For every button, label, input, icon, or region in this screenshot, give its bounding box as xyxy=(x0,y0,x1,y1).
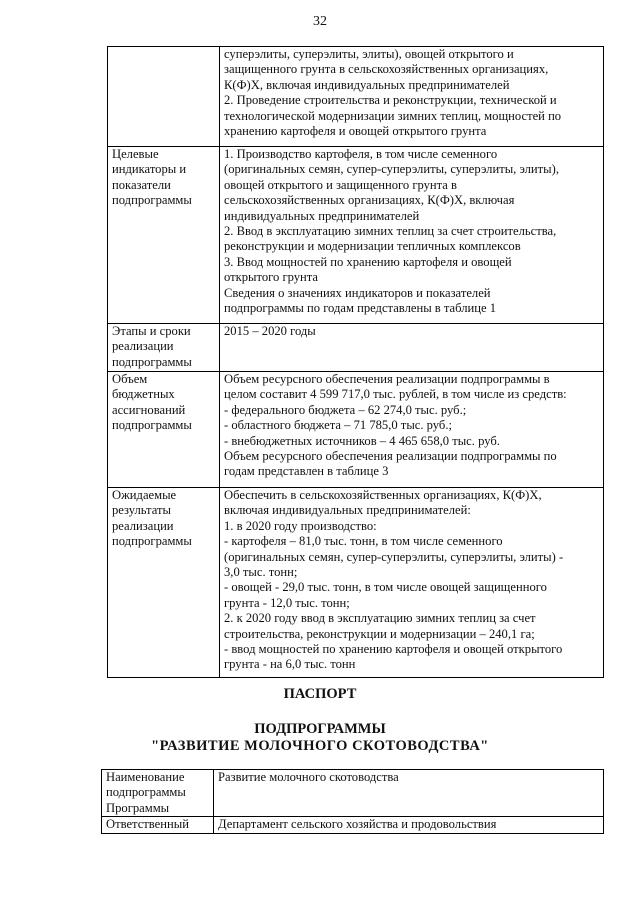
label-line: Программы xyxy=(106,800,170,815)
label-line: подпрограммы xyxy=(106,785,186,800)
content-line: - ввод мощностей по хранению картофеля и овощей открытого xyxy=(224,642,563,657)
label-line: реализации xyxy=(112,339,174,354)
row-content-cell xyxy=(220,488,604,678)
table-row xyxy=(108,47,604,147)
content-line: строительства, реконструкции и модернизации – 240,1 га; xyxy=(224,626,535,641)
content-line: Развитие молочного скотоводства xyxy=(218,770,399,784)
row-content-cell xyxy=(220,372,604,488)
table-row xyxy=(108,324,604,372)
content-line: открытого грунта xyxy=(224,270,319,285)
row-label-cell xyxy=(108,488,220,678)
label-line: Целевые xyxy=(112,147,159,161)
content-line: грунта - 12,0 тыс. тонн; xyxy=(224,595,350,610)
content-line: К(Ф)Х, включая индивидуальных предпринимателей xyxy=(224,77,510,92)
row-label-cell xyxy=(108,372,220,488)
label-line: Ожидаемые xyxy=(112,488,177,502)
row-label-cell xyxy=(108,147,220,324)
label-line: Наименование xyxy=(106,770,185,784)
content-line: хранению картофеля и овощей открытого грунта xyxy=(224,124,487,139)
label-line: подпрограммы xyxy=(112,418,192,433)
content-line: 1. в 2020 году производство: xyxy=(224,518,377,533)
subprogram-heading: ПОДПРОГРАММЫ xyxy=(254,721,386,737)
content-line: - областного бюджета – 71 785,0 тыс. руб.; xyxy=(224,418,452,433)
content-line: 2. к 2020 году ввод в эксплуатацию зимних теплиц за счет xyxy=(224,611,536,626)
page-number: 32 xyxy=(313,14,327,29)
label-line: подпрограммы xyxy=(112,534,192,549)
label-line: Этапы и сроки xyxy=(112,324,191,338)
label-line: Объем xyxy=(112,372,148,386)
row-content-cell xyxy=(220,147,604,324)
table-row xyxy=(108,147,604,324)
content-line: грунта - на 6,0 тыс. тонн xyxy=(224,657,356,672)
row-content-cell xyxy=(214,770,604,817)
label-line: ассигнований xyxy=(112,402,186,417)
row-label-cell xyxy=(108,47,220,147)
table-row xyxy=(108,372,604,488)
content-line: индивидуальных предпринимателей xyxy=(224,208,420,223)
content-line: включая индивидуальных предпринимателей: xyxy=(224,503,471,518)
row-label-cell xyxy=(102,817,214,833)
content-line: 2. Ввод в эксплуатацию зимних теплиц за счет строительства, xyxy=(224,224,557,239)
passport-heading: ПАСПОРТ xyxy=(283,686,357,702)
content-line: Объем ресурсного обеспечения реализации подпрограммы по xyxy=(224,449,557,464)
content-line: Департамент сельского хозяйства и продовольствия xyxy=(218,817,497,832)
label-line: бюджетных xyxy=(112,387,175,402)
row-content-cell xyxy=(220,324,604,372)
label-line: Ответственный xyxy=(106,817,189,832)
row-content-cell xyxy=(214,817,604,833)
content-line: 2015 – 2020 годы xyxy=(224,324,316,338)
content-line: 3. Ввод мощностей по хранению картофеля и овощей xyxy=(224,254,512,269)
row-label-cell xyxy=(108,324,220,372)
content-line: подпрограммы по годам представлены в таблице 1 xyxy=(224,301,497,316)
label-line: показатели xyxy=(112,177,171,192)
row-content-cell xyxy=(220,47,604,147)
content-line: - картофеля – 81,0 тыс. тонн, в том числе семенного xyxy=(224,534,503,549)
label-line: подпрограммы xyxy=(112,354,192,369)
content-line: годам представлен в таблице 3 xyxy=(224,464,389,479)
content-line: Объем ресурсного обеспечения реализации подпрограммы в xyxy=(224,372,550,386)
label-line: результаты xyxy=(112,503,171,518)
passport-table-dairy xyxy=(101,769,604,834)
label-line: реализации xyxy=(112,518,174,533)
content-line: овощей открытого и защищенного грунта в xyxy=(224,177,457,192)
label-line: индикаторы и xyxy=(112,162,187,177)
content-line: (оригинальных семян, супер-суперэлиты, суперэлиты, элиты), xyxy=(224,162,559,177)
content-line: 3,0 тыс. тонн; xyxy=(224,565,298,580)
content-line: защищенного грунта в сельскохозяйственных организациях, xyxy=(224,62,549,77)
content-line: целом составит 4 599 717,0 тыс. рублей, в том числе из средств: xyxy=(224,387,567,402)
content-line: (оригинальных семян, супер-суперэлиты, суперэлиты, элиты) - xyxy=(224,549,564,564)
content-line: сельскохозяйственных организациях, К(Ф)Х, включая xyxy=(224,193,515,208)
content-line: реконструкции и модернизации тепличных комплексов xyxy=(224,239,521,254)
content-line: - овощей - 29,0 тыс. тонн, в том числе овощей защищенного xyxy=(224,580,547,595)
content-line: суперэлиты, суперэлиты, элиты), овощей открытого и xyxy=(224,47,514,61)
content-line: Сведения о значениях индикаторов и показателей xyxy=(224,285,491,300)
content-line: - федерального бюджета – 62 274,0 тыс. руб.; xyxy=(224,402,467,417)
label-line: подпрограммы xyxy=(112,193,192,208)
content-line: 2. Проведение строительства и реконструкции, технической и xyxy=(224,93,557,108)
table-row xyxy=(102,770,604,817)
table-row xyxy=(102,817,604,833)
content-line: Обеспечить в сельскохозяйственных организациях, К(Ф)Х, xyxy=(224,488,542,502)
content-line: - внебюджетных источников – 4 465 658,0 тыс. руб. xyxy=(224,433,500,448)
subprogram-title: "РАЗВИТИЕ МОЛОЧНОГО СКОТОВОДСТВА" xyxy=(151,738,489,754)
content-line: 1. Производство картофеля, в том числе семенного xyxy=(224,147,498,161)
passport-table-continued xyxy=(107,46,604,678)
table-row xyxy=(108,488,604,678)
content-line: технологической модернизации зимних теплиц, мощностей по xyxy=(224,108,562,123)
row-label-cell xyxy=(102,770,214,817)
